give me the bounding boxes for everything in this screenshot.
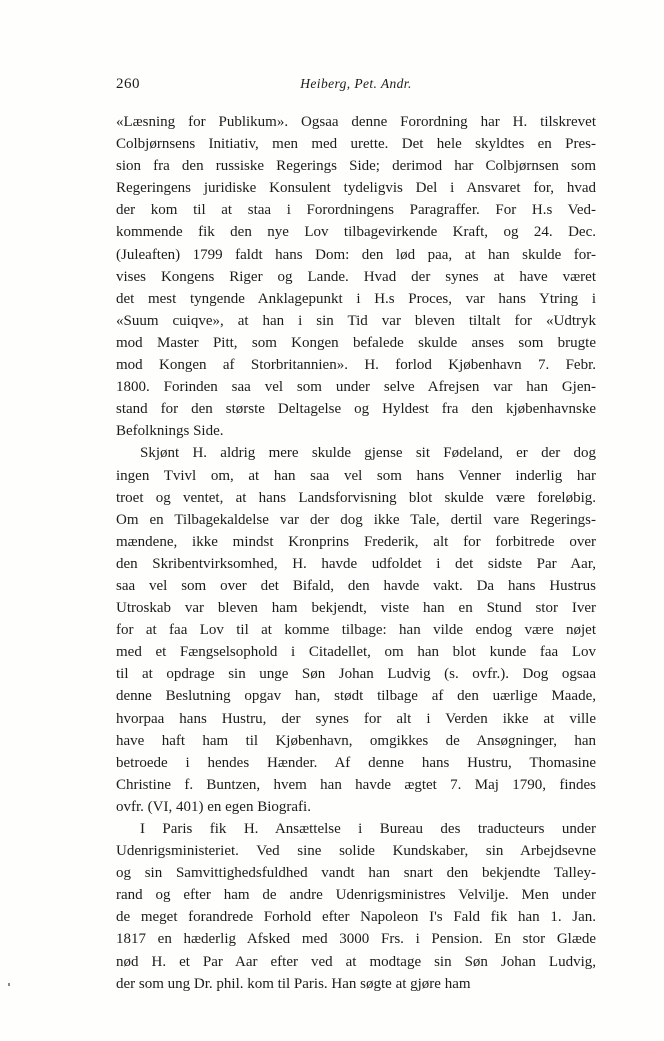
page-header	[116, 76, 596, 98]
text-line: Colbjørnsens Initiativ, men med urette. Det hele skyldtes en Pres-	[116, 136, 596, 153]
text-line: og sin Samvittighedsfuldhed vandt han snart den bekjendte Talley-	[116, 865, 596, 882]
text-line: for at faa Lov til at komme tilbage: han vilde endog være nøjet	[116, 622, 596, 639]
text-line: Om en Tilbagekaldelse var der dog ikke Tale, dertil vare Regerings-	[116, 511, 596, 528]
paragraph	[116, 442, 596, 818]
text-line: sion fra den russiske Regerings Side; derimod har Colbjørnsen som	[116, 158, 596, 175]
text-line: rand og efter ham de andre Udenrigsministres Velvilje. Men under	[116, 887, 596, 904]
text-line: der som ung Dr. phil. kom til Paris. Han søgte at gjøre ham	[116, 975, 471, 992]
text-line: denne Beslutning opgav han, stødt tilbage af den uærlige Maade,	[116, 688, 596, 705]
text-line: «Læsning for Publikum». Ogsaa denne Forordning har H. tilskrevet	[116, 114, 596, 130]
text-line: der kom til at staa i Forordningens Paragraffer. For H.s Ved-	[116, 202, 596, 219]
text-line: det mest tyngende Anklagepunkt i H.s Proces, var hans Ytring i	[116, 290, 596, 307]
text-line: Regeringens juridiske Konsulent tydeligvis Del i Ansvaret for, hvad	[116, 180, 596, 197]
text-line: saa vel som over det Bifald, den havde vakt. Da hans Hustrus	[116, 577, 596, 594]
text-line: til at opdrage sin unge Søn Johan Ludvig (s. ovfr.). Dog ogsaa	[116, 666, 596, 683]
text-line: stand for den største Deltagelse og Hyldest fra den kjøbenhavnske	[116, 401, 596, 418]
text-line: I Paris fik H. Ansættelse i Bureau des traducteurs under	[140, 821, 596, 837]
text-line: den Skribentvirksomhed, H. havde udfoldet i det sidste Par Aar,	[116, 555, 596, 572]
margin-speck	[8, 983, 10, 986]
text-line: mændene, ikke mindst Kronprins Frederik, alt for forbitrede over	[116, 533, 596, 550]
text-line: mod Master Pitt, som Kongen befalede skulde anses som brugte	[116, 334, 596, 351]
text-line: ingen Tvivl om, at han saa vel som hans Venner inderlig har	[116, 467, 596, 484]
text-line: ovfr. (VI, 401) en egen Biografi.	[116, 798, 311, 815]
text-line: 1800. Forinden saa vel som under selve Afrejsen var han Gjen-	[116, 379, 596, 396]
text-line: (Juleaften) 1799 faldt hans Dom: den lød paa, at han skulde for-	[116, 246, 596, 263]
running-head: Heiberg, Pet. Andr.	[300, 76, 412, 91]
text-line: Utroskab var bleven ham bekjendt, viste han en Stund stor Iver	[116, 600, 596, 617]
text-line: betroede i hendes Hænder. Af denne hans Hustru, Thomasine	[116, 754, 596, 771]
text-line: 1817 en hæderlig Afsked med 3000 Frs. i Pension. En stor Glæde	[116, 931, 596, 948]
body-text	[116, 111, 596, 995]
text-line: Udenrigsministeriet. Ved sine solide Kundskaber, sin Arbejdsevne	[116, 843, 596, 860]
text-line: «Suum cuiqve», at han i sin Tid var bleven tiltalt for «Udtryk	[116, 312, 596, 329]
page-number: 260	[116, 76, 140, 92]
text-line: Befolknings Side.	[116, 423, 224, 440]
text-line: Christine f. Buntzen, hvem han havde ægtet 7. Maj 1790, findes	[116, 776, 596, 793]
text-line: have haft ham til Kjøbenhavn, omgikkes de Ansøgninger, han	[116, 732, 596, 749]
text-line: de meget forandrede Forhold efter Napoleon I's Fald fik han 1. Jan.	[116, 909, 596, 926]
text-line: med et Fængselsophold i Citadellet, om han blot kunde faa Lov	[116, 644, 596, 661]
paragraph	[116, 818, 596, 995]
text-line: mod Kongen af Storbritannien». H. forlod Kjøbenhavn 7. Febr.	[116, 357, 596, 374]
text-line: Skjønt H. aldrig mere skulde gjense sit Fødeland, er der dog	[140, 445, 596, 462]
text-line: troet og ventet, at hans Landsforvisning blot skulde være foreløbig.	[116, 489, 596, 506]
text-line: vises Kongens Riger og Lande. Hvad der synes at have været	[116, 268, 596, 285]
text-line: hvorpaa hans Hustru, der synes for alt i Verden ikke at ville	[116, 710, 596, 727]
text-line: kommende fik den nye Lov tilbagevirkende Kraft, og 24. Dec.	[116, 224, 596, 241]
paragraph	[116, 111, 596, 442]
text-line: nød H. et Par Aar efter ved at modtage sin Søn Johan Ludvig,	[116, 953, 596, 970]
